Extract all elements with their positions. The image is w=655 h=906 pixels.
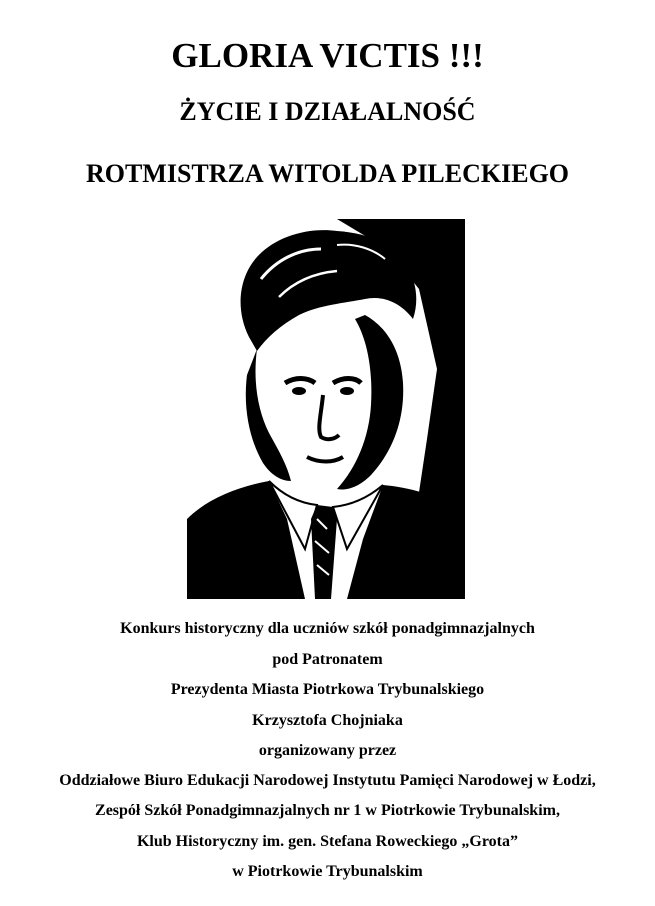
subtitle-line-2: ROTMISTRZA WITOLDA PILECKIEGO [85, 159, 570, 188]
info-line: organizowany przez [258, 742, 397, 759]
info-line: Klub Historyczny im. gen. Stefana Roweckiego „Grota” [136, 833, 518, 850]
info-line: Krzysztofa Chojniaka [252, 712, 403, 729]
info-line: pod Patronatem [272, 651, 383, 668]
page-title: GLORIA VICTIS !!! [171, 36, 484, 75]
info-line: w Piotrkowie Trybunalskim [232, 863, 423, 880]
info-line: Zespół Szkół Ponadgimnazjalnych nr 1 w Piotrkowie Trybunalskim, [95, 802, 560, 819]
info-line: Oddziałowe Biuro Edukacji Narodowej Instytutu Pamięci Narodowej w Łodzi, [59, 772, 596, 789]
portrait-illustration [187, 219, 465, 599]
info-line: Konkurs historyczny dla uczniów szkół ponadgimnazjalnych [120, 620, 535, 637]
info-line: Prezydenta Miasta Piotrkowa Trybunalskiego [170, 681, 485, 698]
portrait-svg [187, 219, 465, 599]
subtitle-line-1: ŻYCIE I DZIAŁALNOŚĆ [179, 97, 476, 126]
